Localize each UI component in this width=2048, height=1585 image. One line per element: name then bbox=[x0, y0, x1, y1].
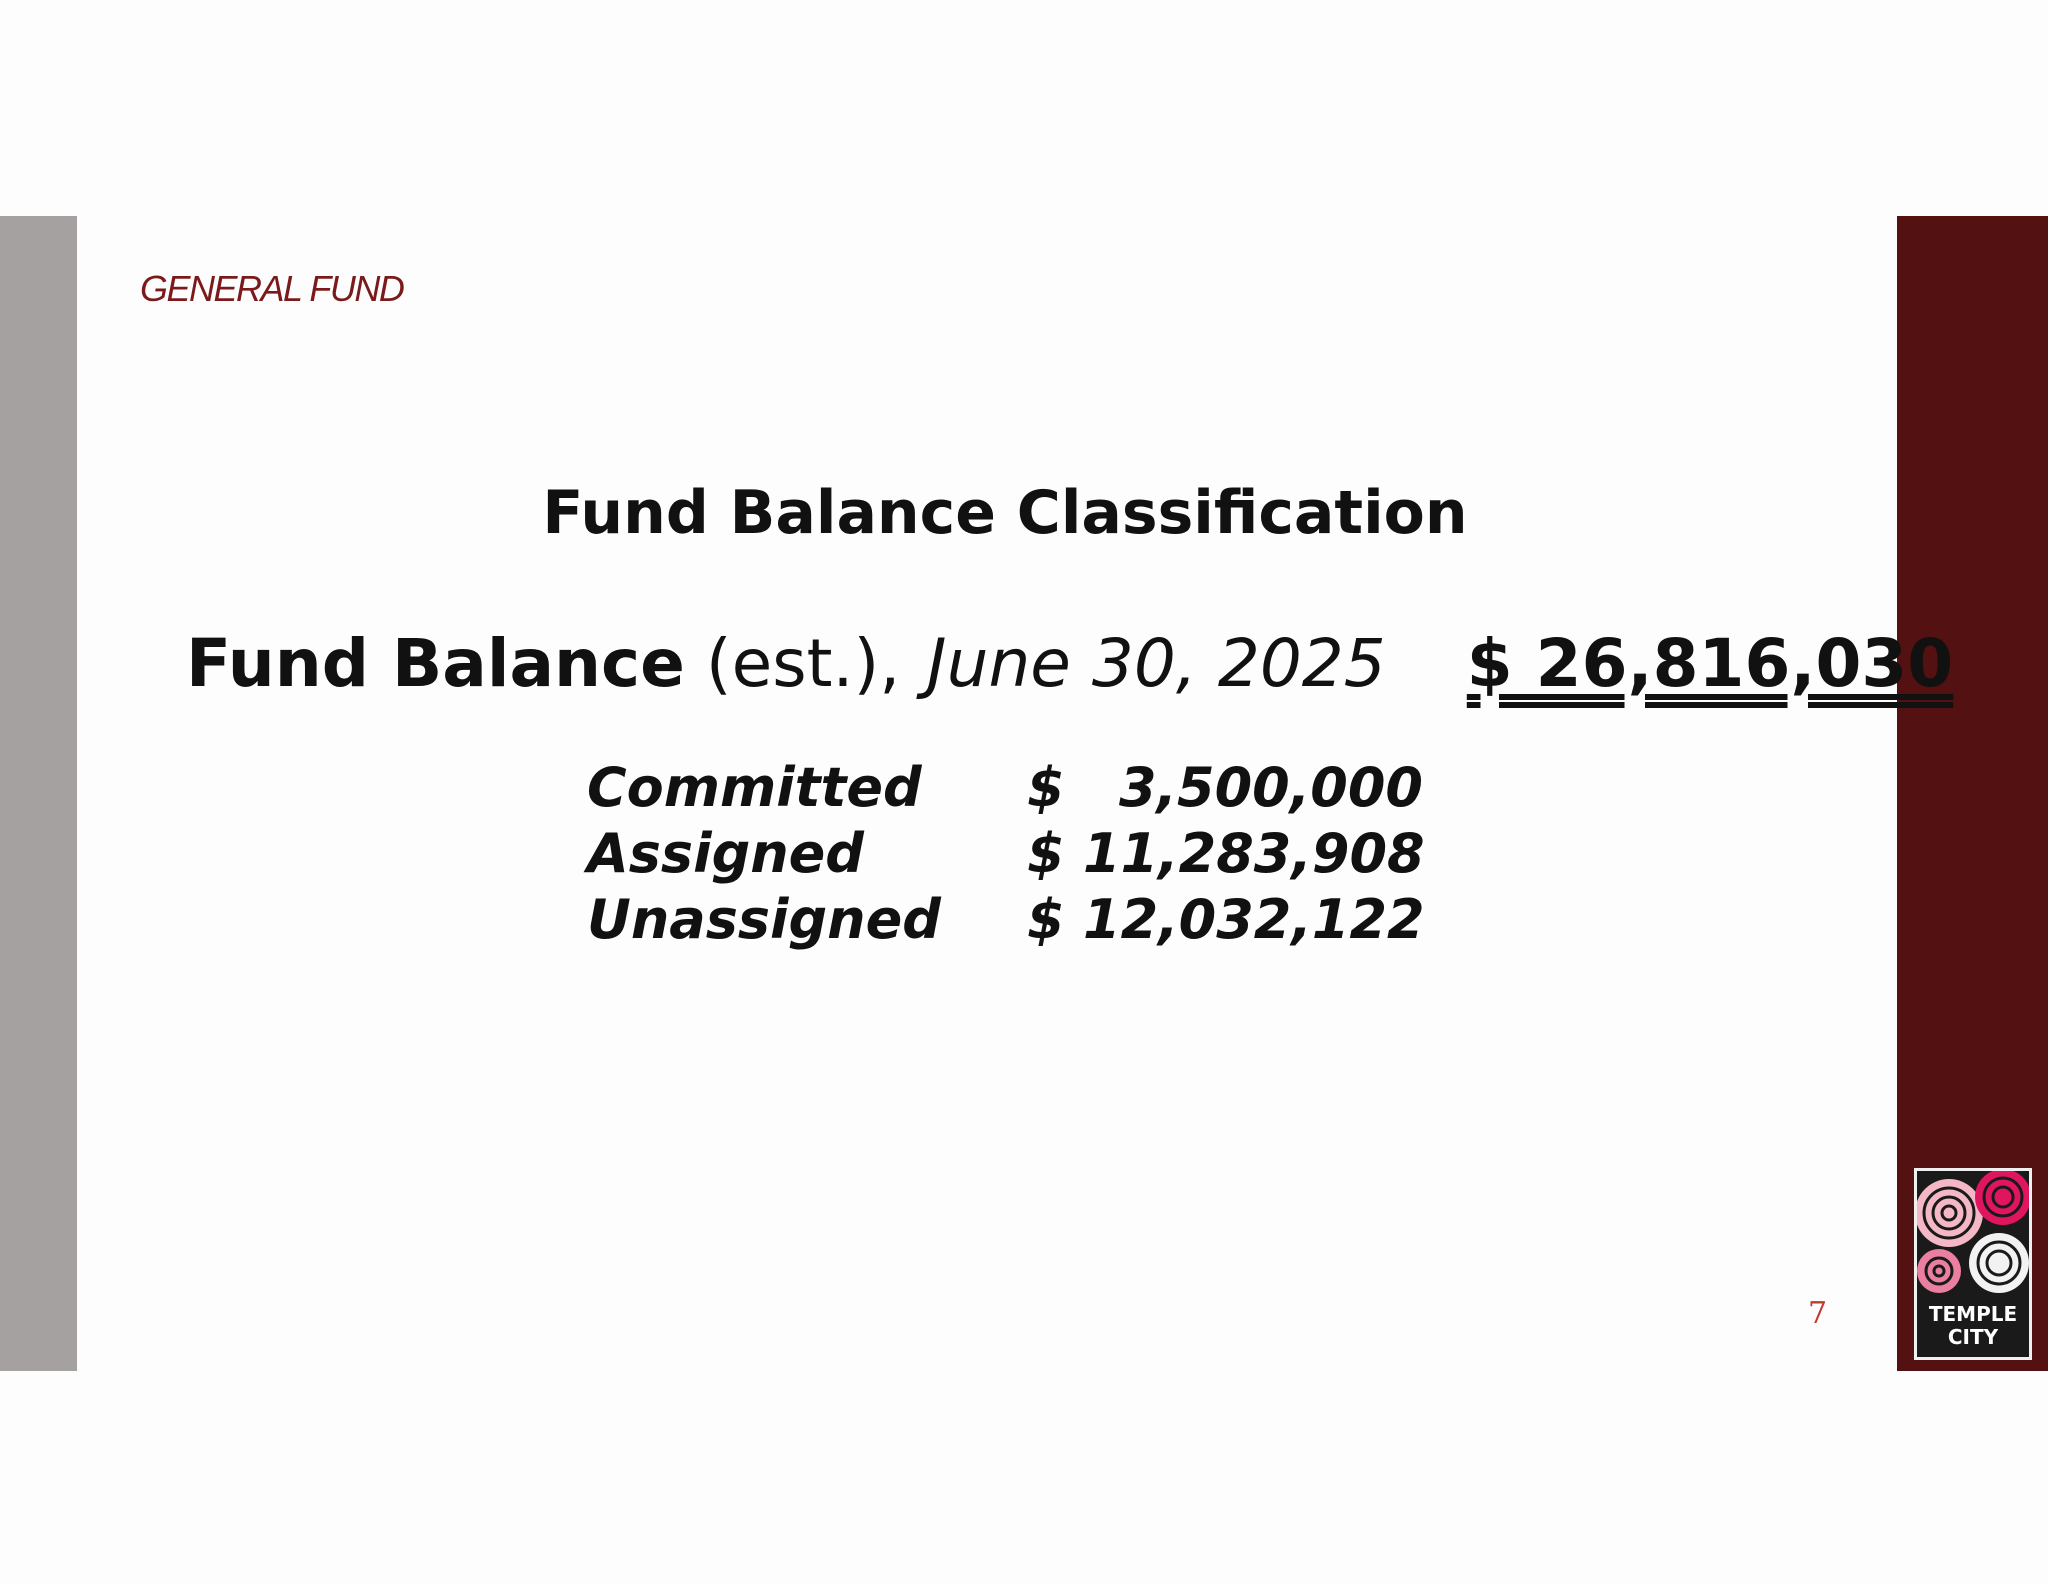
classification-label: Assigned bbox=[587, 822, 864, 885]
classification-table bbox=[587, 755, 1423, 953]
section-label: GENERAL FUND bbox=[140, 268, 404, 309]
logo-text bbox=[1917, 1303, 2029, 1349]
classification-amount: 11,283,908 bbox=[1083, 822, 1425, 885]
classification-row bbox=[587, 887, 1423, 953]
classification-row bbox=[587, 821, 1423, 887]
classification-label: Unassigned bbox=[587, 888, 941, 951]
logo-line-2: CITY bbox=[1947, 1325, 1999, 1349]
logo-line-1: TEMPLE bbox=[1928, 1302, 2018, 1326]
classification-amount: 3,500,000 bbox=[1118, 756, 1423, 819]
camellia-flower-icon bbox=[1917, 1171, 2029, 1301]
left-accent-bar bbox=[0, 216, 77, 1371]
temple-city-logo bbox=[1914, 1168, 2032, 1360]
classification-label: Committed bbox=[587, 756, 922, 819]
classification-currency: $ bbox=[1027, 756, 1065, 819]
fund-balance-line bbox=[186, 625, 1953, 702]
slide-title: Fund Balance Classification bbox=[542, 478, 1468, 548]
classification-currency: $ bbox=[1027, 888, 1065, 951]
fund-balance-qualifier: (est.), bbox=[705, 625, 901, 702]
classification-row bbox=[587, 755, 1423, 821]
classification-amount: 12,032,122 bbox=[1083, 888, 1425, 951]
page-number: 7 bbox=[1808, 1296, 1828, 1331]
fund-balance-label: Fund Balance bbox=[186, 625, 685, 702]
classification-currency: $ bbox=[1027, 822, 1065, 885]
fund-balance-total: $ 26,816,030 bbox=[1466, 625, 1954, 702]
fund-balance-date: June 30, 2025 bbox=[927, 625, 1386, 702]
